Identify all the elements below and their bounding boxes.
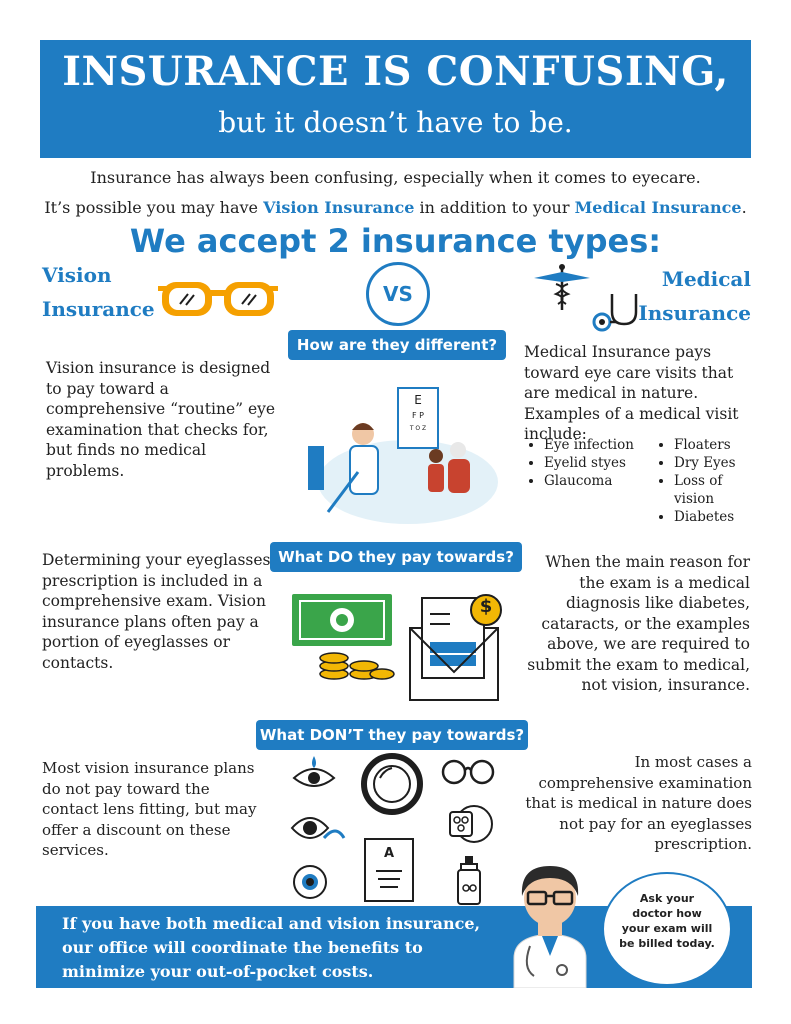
eye-chart-icon: [364, 838, 414, 902]
example-item: • Loss of vision: [674, 472, 752, 508]
money-icon: [290, 590, 400, 682]
medical-insurance-highlight: Medical Insurance: [574, 198, 742, 217]
eye-chart-letter: A: [383, 846, 395, 861]
intro-text: It’s possible you may have: [44, 198, 264, 217]
vision-heading-line: Vision: [42, 263, 112, 287]
vision-heading-line: Insurance: [42, 297, 155, 321]
eye-exam-illustration: [298, 372, 498, 527]
caduceus-icon: [530, 262, 594, 312]
chart-line: [376, 870, 402, 872]
svg-text:F P: F P: [412, 411, 424, 420]
medical-different-text: Medical Insurance pays toward eye care visits that are medical in nature. Examples of a medical visit include:: [524, 343, 739, 443]
title-banner: [40, 40, 751, 158]
intro-line-1: Insurance has always been confusing, especially when it comes to eyecare.: [90, 168, 701, 187]
vision-insurance-highlight: Vision Insurance: [263, 198, 415, 217]
intro-text: .: [741, 198, 747, 217]
example-item: • Glaucoma: [544, 472, 646, 490]
contact-lens-icon: [288, 806, 346, 850]
speech-bubble-text: Ask your doctor how your exam will be billed today.: [619, 892, 715, 950]
lens-ring-icon: [360, 752, 424, 816]
example-item: • Eyelid styes: [544, 454, 646, 472]
glasses-icon: [158, 272, 278, 322]
speech-bubble: [602, 872, 732, 986]
vision-different-text: Vision insurance is designed to pay toward a comprehensive “routine” eye examination that checks for, but finds no medical problems.: [46, 359, 276, 480]
chart-line: [378, 878, 400, 880]
eye-drops-bottle-icon: [454, 854, 484, 906]
page-title: INSURANCE IS CONFUSING,: [62, 48, 729, 95]
medical-heading-line: Insurance: [638, 301, 751, 325]
doctor-illustration: [500, 858, 600, 988]
eye-drop-icon: [290, 754, 338, 794]
round-glasses-icon: [440, 756, 496, 788]
invoice-icon: [406, 592, 510, 704]
vision-pay-text: Determining your eyeglasses prescription is included in a comprehensive exam. Vision insurance plans often pay a portion of eyeglasses or contacts.: [42, 551, 271, 672]
eyeball-icon: [288, 862, 332, 902]
example-item: • Diabetes: [674, 508, 752, 526]
intro-line-2: [0, 198, 791, 217]
intro-text: in addition to your: [414, 198, 575, 217]
svg-text:E: E: [414, 393, 422, 407]
example-item: • Eye infection: [544, 436, 646, 454]
example-item: • Dry Eyes: [674, 454, 752, 472]
vs-badge: VS: [366, 262, 430, 326]
what-pay-label: What DO they pay towards?: [270, 542, 522, 572]
eye-test-face-icon: [446, 800, 496, 848]
medical-dont-pay-text: In most cases a comprehensive examination that is medical in nature does not pay for an eyeglasses prescription.: [525, 753, 752, 853]
vision-heading: [42, 258, 155, 326]
dollar-sign: $: [479, 596, 493, 617]
medical-heading: [638, 262, 751, 330]
footer-text: If you have both medical and vision insurance, our office will coordinate the benefits to minimize your out-of-pocket costs.: [62, 914, 481, 981]
chart-line: [380, 886, 398, 888]
svg-text:T O Z: T O Z: [409, 425, 427, 432]
examples-list-2: [656, 436, 752, 526]
example-item: • Floaters: [674, 436, 752, 454]
what-dont-pay-label: What DON’T they pay towards?: [256, 720, 528, 750]
how-different-label: How are they different?: [288, 330, 506, 360]
page-subtitle: but it doesn’t have to be.: [218, 106, 573, 139]
accept-heading: We accept 2 insurance types:: [129, 222, 662, 260]
vision-dont-pay-text: Most vision insurance plans do not pay toward the contact lens fitting, but may offer a discount on these services.: [42, 759, 257, 859]
medical-heading-line: Medical: [661, 267, 751, 291]
examples-list-1: [526, 436, 646, 490]
medical-pay-text: When the main reason for the exam is a medical diagnosis like diabetes, cataracts, or the examples above, we are required to submit the exam to medical, not vision, insurance.: [527, 553, 750, 694]
